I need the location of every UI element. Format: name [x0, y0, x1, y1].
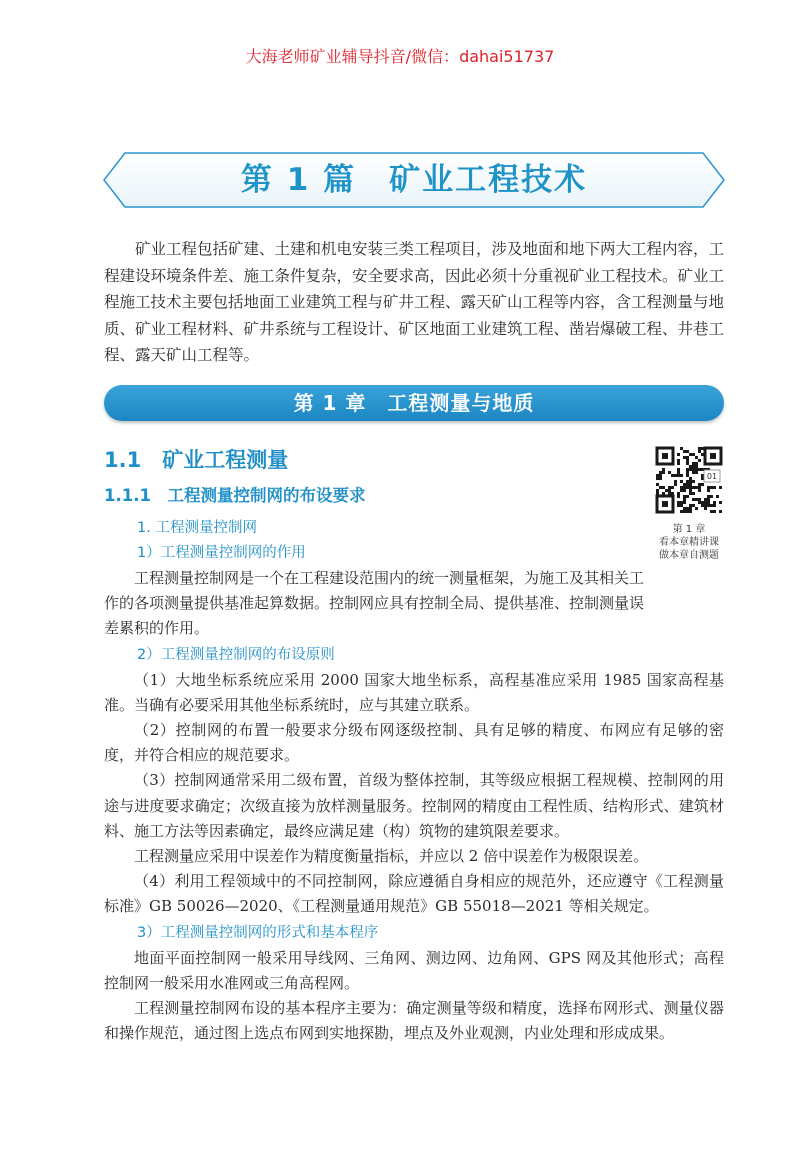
- qr-module: [686, 510, 689, 513]
- qr-module: [710, 510, 713, 513]
- qr-module: [656, 489, 659, 492]
- qr-module: [683, 456, 686, 459]
- qr-module: [695, 498, 698, 501]
- chapter-title: 第 1 章 工程测量与地质: [293, 391, 535, 415]
- qr-module: [686, 486, 689, 489]
- qr-module: [707, 501, 710, 504]
- qr-module: [683, 501, 686, 504]
- qr-module: [680, 489, 683, 492]
- qr-code-icon[interactable]: [655, 446, 723, 514]
- qr-module: [707, 498, 710, 501]
- qr-module: [677, 474, 680, 477]
- item-heading: 1）工程测量控制网的作用: [137, 545, 306, 561]
- qr-module: [689, 453, 692, 456]
- qr-module: [701, 504, 704, 507]
- qr-module: [689, 468, 692, 471]
- qr-module: [689, 483, 692, 486]
- qr-module: [677, 495, 680, 498]
- qr-module: [698, 498, 701, 501]
- qr-module: [713, 510, 716, 513]
- qr-module: [686, 483, 689, 486]
- item-heading: 3）工程测量控制网的形式和基本程序: [137, 924, 379, 941]
- qr-module: [692, 453, 695, 456]
- chapter-banner: [104, 385, 724, 421]
- qr-module: [692, 498, 695, 501]
- qr-module: [686, 480, 689, 483]
- qr-module: [680, 504, 683, 507]
- qr-module: [695, 507, 698, 510]
- qr-module: [695, 468, 698, 471]
- qr-module: [656, 483, 659, 486]
- qr-module: [710, 504, 713, 507]
- part-title: 第 1 篇 矿业工程技术: [240, 162, 588, 198]
- qr-module: [692, 471, 695, 474]
- watermark-text: 大海老师矿业辅导抖音/微信：dahai51737: [245, 47, 555, 66]
- qr-module: [659, 474, 662, 477]
- qr-module: [701, 477, 704, 480]
- qr-module: [707, 486, 710, 489]
- qr-module: [686, 462, 689, 465]
- qr-module: [707, 504, 710, 507]
- qr-module: [698, 501, 701, 504]
- qr-module: [704, 504, 707, 507]
- qr-module: [707, 495, 710, 498]
- qr-module: [692, 465, 695, 468]
- qr-module: [677, 462, 680, 465]
- qr-module: [662, 468, 665, 471]
- qr-module: [683, 450, 686, 453]
- intro-paragraph: 矿业工程包括矿建、土建和机电安装三类工程项目，涉及地面和地下两大工程内容，工程建设环境条件差、施工条件复杂，安全要求高，因此必须十分重视矿业工程技术。矿业工程施工技术主要包括地面工业建筑工程与矿井工程、露天矿山工程等内容，含工程测量与地质、矿业工程材料、矿井系统与工程设计、矿区地面工业建筑工程、凿岩爆破工程、井巷工程、露天矿山工程等。: [104, 240, 725, 364]
- qr-module: [680, 501, 683, 504]
- item-heading: 2）工程测量控制网的布设原则: [137, 646, 335, 663]
- qr-module: [692, 492, 695, 495]
- qr-module: [671, 486, 674, 489]
- qr-module: [671, 474, 674, 477]
- qr-module: [716, 495, 719, 498]
- qr-module: [686, 495, 689, 498]
- qr-module: [701, 474, 704, 477]
- qr-module: [704, 501, 707, 504]
- qr-label: 01: [706, 472, 718, 481]
- qr-module: [683, 483, 686, 486]
- qr-caption-line: 做本章自测题: [659, 550, 719, 561]
- qr-module: [662, 471, 665, 474]
- qr-module: [698, 489, 701, 492]
- qr-module: [668, 471, 671, 474]
- qr-module: [656, 477, 659, 480]
- section-heading-1-1: 1.1 矿业工程测量: [104, 448, 289, 472]
- body-paragraph: （3）控制网通常采用二级布置，首级为整体控制，其等级应根据工程规模、控制网的用途与进度要求确定；次级直接为放样测量服务。控制网的精度由工程性质、结构形式、建筑材料、施工方法等因素确定，最终应满足建（构）筑物的建筑限差要求。: [104, 771, 724, 840]
- qr-module: [680, 474, 683, 477]
- qr-module: [668, 489, 671, 492]
- qr-module: [683, 507, 686, 510]
- qr-module: [704, 498, 707, 501]
- qr-module: [683, 486, 686, 489]
- qr-module: [689, 480, 692, 483]
- qr-module: [701, 483, 704, 486]
- qr-module: [689, 510, 692, 513]
- qr-module: [656, 474, 659, 477]
- body-paragraph: （1）大地坐标系统应采用 2000 国家大地坐标系，高程基准应采用 1985 国家高程基准。当确有必要采用其他坐标系统时，应与其建立联系。: [104, 670, 724, 714]
- qr-module: [719, 486, 722, 489]
- qr-module: [683, 495, 686, 498]
- qr-module: [689, 507, 692, 510]
- qr-module: [686, 507, 689, 510]
- qr-module: [680, 447, 683, 450]
- qr-module: [692, 480, 695, 483]
- qr-module: [680, 486, 683, 489]
- qr-module: [659, 471, 662, 474]
- qr-module: [686, 456, 689, 459]
- qr-module: [665, 489, 668, 492]
- qr-module: [659, 486, 662, 489]
- qr-module: [689, 486, 692, 489]
- part-banner: [103, 152, 725, 208]
- qr-caption-line: 看本章精讲课: [659, 537, 719, 548]
- qr-module: [683, 498, 686, 501]
- qr-module: [686, 468, 689, 471]
- qr-module: [677, 453, 680, 456]
- qr-module: [677, 501, 680, 504]
- qr-module: [710, 486, 713, 489]
- qr-module: [677, 468, 680, 471]
- qr-module: [701, 501, 704, 504]
- body-paragraph: 工程测量控制网布设的基本程序主要为：确定测量等级和精度，选择布网形式、测量仪器和操作规范，通过图上选点布网到实地探勘，埋点及外业观测，内业处理和形成成果。: [104, 999, 724, 1043]
- qr-caption-line: 第 1 章: [672, 524, 706, 535]
- qr-module: [674, 480, 677, 483]
- qr-module: [686, 474, 689, 477]
- qr-module: [683, 510, 686, 513]
- main-content: [104, 516, 724, 1046]
- qr-module: [686, 471, 689, 474]
- qr-module: [674, 483, 677, 486]
- qr-module: [707, 489, 710, 492]
- qr-module: [698, 450, 701, 453]
- qr-module: [719, 510, 722, 513]
- qr-module: [689, 492, 692, 495]
- body-paragraph: （2）控制网的布置一般要求分级布网逐级控制、具有足够的精度、布网应有足够的密度，并符合相应的规范要求。: [104, 721, 724, 765]
- qr-module: [692, 504, 695, 507]
- qr-module: [701, 468, 704, 471]
- qr-module: [695, 465, 698, 468]
- qr-module: [686, 459, 689, 462]
- qr-module: [689, 465, 692, 468]
- qr-module: [692, 486, 695, 489]
- qr-module: [674, 474, 677, 477]
- qr-module: [698, 447, 701, 450]
- qr-module: [698, 459, 701, 462]
- qr-module: [713, 486, 716, 489]
- qr-module: [680, 480, 683, 483]
- body-paragraph: 工程测量控制网是一个在工程建设范围内的统一测量框架，为施工及其相关工作的各项测量提供基准起算数据。控制网应具有控制全局、提供基准、控制测量误差累积的作用。: [104, 569, 645, 638]
- qr-module: [698, 486, 701, 489]
- qr-module: [659, 477, 662, 480]
- qr-module: [698, 468, 701, 471]
- qr-module: [668, 486, 671, 489]
- qr-module: [689, 504, 692, 507]
- qr-module: [713, 501, 716, 504]
- qr-module: [710, 495, 713, 498]
- body-paragraph: （4）利用工程领域中的不同控制网，除应遵循自身相应的规范外，还应遵守《工程测量标准》GB 50026—2020、《工程测量通用规范》GB 55018—2021 等相关规定。: [104, 872, 724, 916]
- qr-module: [677, 504, 680, 507]
- qr-module: [692, 468, 695, 471]
- qr-module: [704, 507, 707, 510]
- qr-module: [698, 483, 701, 486]
- qr-module: [662, 486, 665, 489]
- qr-module: [695, 456, 698, 459]
- subsection-heading: 1. 工程测量控制网: [137, 520, 257, 536]
- qr-module: [677, 459, 680, 462]
- qr-module: [677, 471, 680, 474]
- qr-module: [677, 492, 680, 495]
- section-heading-1-1-1: 1.1.1 工程测量控制网的布设要求: [104, 486, 366, 505]
- qr-module: [686, 450, 689, 453]
- body-paragraph: 工程测量应采用中误差作为精度衡量指标，并应以 2 倍中误差作为极限误差。: [134, 847, 649, 866]
- qr-module: [695, 462, 698, 465]
- qr-module: [689, 477, 692, 480]
- qr-module: [719, 501, 722, 504]
- qr-module: [692, 462, 695, 465]
- qr-module: [680, 510, 683, 513]
- qr-module: [713, 504, 716, 507]
- qr-module: [683, 489, 686, 492]
- qr-module: [695, 486, 698, 489]
- qr-module: [695, 471, 698, 474]
- qr-module: [689, 489, 692, 492]
- body-paragraph: 地面平面控制网一般采用导线网、三角网、测边网、边角网、GPS 网及其他形式；高程控制网一般采用水准网或三角高程网。: [104, 948, 724, 992]
